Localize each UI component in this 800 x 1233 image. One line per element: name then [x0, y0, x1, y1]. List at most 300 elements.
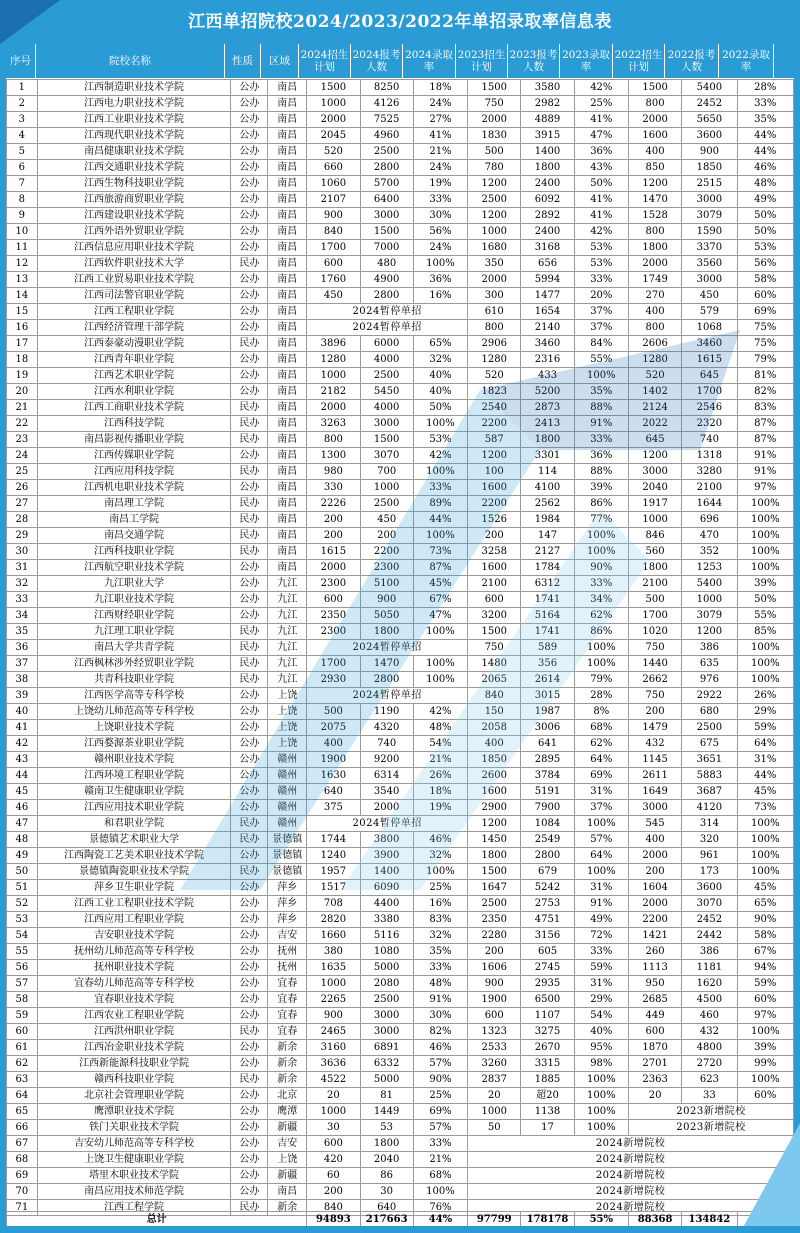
table-cell: 8250 [360, 80, 413, 96]
table-cell: 九江 [268, 592, 307, 608]
table-cell: 3275 [521, 1024, 574, 1040]
school-name: 江西外语外贸职业学院 [37, 224, 231, 240]
table-cell: 民办 [231, 400, 268, 416]
table-cell: 36% [574, 448, 628, 464]
note-cell: 2023新增院校 [628, 1120, 793, 1136]
table-cell: 2670 [521, 1040, 574, 1056]
school-name: 景德镇艺术职业大学 [37, 832, 231, 848]
table-cell: 3280 [682, 464, 737, 480]
table-cell: 2800 [360, 672, 413, 688]
table-cell: 2080 [360, 976, 413, 992]
table-cell: 2500 [468, 896, 521, 912]
header-col-apply-2024: 2024报考人数 [351, 44, 403, 78]
table-cell: 九江 [268, 672, 307, 688]
table-cell: 13 [7, 272, 38, 288]
table-cell: 48% [737, 176, 793, 192]
table-cell: 3006 [521, 720, 574, 736]
table-cell: 50% [413, 400, 467, 416]
table-cell: 2982 [521, 96, 574, 112]
header-col-plan-2022: 2022招生计划 [613, 44, 665, 78]
table-cell: 7 [7, 176, 38, 192]
total-plan-2023: 97799 [468, 1212, 521, 1228]
note-cell: 2024新增院校 [468, 1200, 794, 1216]
table-cell: 民办 [231, 512, 268, 528]
table-cell: 2200 [360, 544, 413, 560]
school-name: 江西科技职业学院 [37, 544, 231, 560]
table-cell: 386 [682, 640, 737, 656]
table-cell: 44 [7, 768, 38, 784]
table-cell: 61 [7, 1040, 38, 1056]
table-cell: 33% [413, 960, 467, 976]
table-cell: 公办 [231, 288, 268, 304]
table-cell: 公办 [231, 80, 268, 96]
header-col-apply-2022: 2022报考人数 [665, 44, 719, 78]
table-cell: 91% [413, 992, 467, 1008]
table-cell: 2040 [628, 480, 681, 496]
table-cell: 1000 [307, 1104, 360, 1120]
table-cell: 800 [628, 224, 681, 240]
table-cell: 公办 [231, 1056, 268, 1072]
table-cell: 2363 [628, 1072, 681, 1088]
table-cell: 100% [413, 624, 467, 640]
table-cell: 40% [574, 1024, 628, 1040]
table-row [7, 208, 794, 224]
table-cell: 100% [574, 368, 628, 384]
total-rate-2023: 55% [574, 1212, 628, 1228]
table-cell: 600 [468, 1008, 521, 1024]
table-cell: 25 [7, 464, 38, 480]
table-cell: 2022 [628, 416, 681, 432]
table-cell: 53 [360, 1120, 413, 1136]
table-cell: 南昌 [268, 432, 307, 448]
table-cell: 公办 [231, 240, 268, 256]
table-cell: 545 [628, 816, 681, 832]
table-cell: 民办 [231, 416, 268, 432]
table-cell: 34% [574, 592, 628, 608]
table-cell: 60% [737, 992, 793, 1008]
table-cell: 75% [737, 336, 793, 352]
table-cell: 76% [413, 1200, 467, 1216]
table-cell: 30% [413, 1008, 467, 1024]
table-cell: 100% [737, 1024, 793, 1040]
table-cell: 3000 [360, 1024, 413, 1040]
table-cell: 88% [574, 464, 628, 480]
table-cell: 3070 [682, 896, 737, 912]
table-cell: 49% [737, 192, 793, 208]
table-cell: 1470 [628, 192, 681, 208]
table-cell: 7900 [521, 800, 574, 816]
table-cell: 2107 [307, 192, 360, 208]
school-name: 江西软件职业技术大学 [37, 256, 231, 272]
school-name: 江西新能源科技职业学院 [37, 1056, 231, 1072]
table-cell: 南昌 [268, 240, 307, 256]
total-apply-2024: 217663 [360, 1212, 413, 1228]
table-row [7, 1088, 794, 1104]
table-row [7, 784, 794, 800]
table-cell: 27 [7, 496, 38, 512]
table-cell: 21% [413, 752, 467, 768]
table-cell: 1421 [628, 928, 681, 944]
table-cell: 740 [360, 736, 413, 752]
table-cell: 200 [307, 528, 360, 544]
corner-decoration-bottom [740, 1123, 800, 1233]
table-row [7, 288, 794, 304]
table-cell: 100% [574, 816, 628, 832]
table-cell: 南昌 [268, 544, 307, 560]
table-cell: 1647 [468, 880, 521, 896]
table-cell: 1760 [307, 272, 360, 288]
table-cell: 8% [574, 704, 628, 720]
table-cell: 87% [413, 560, 467, 576]
school-name: 上饶幼儿师范高等专科学校 [37, 704, 231, 720]
table-row [7, 96, 794, 112]
table-cell: 173 [682, 864, 737, 880]
table-cell: 623 [682, 1072, 737, 1088]
table-cell: 公办 [231, 720, 268, 736]
table-cell: 3460 [521, 336, 574, 352]
table-cell: 460 [682, 1008, 737, 1024]
table-cell: 公办 [231, 688, 268, 704]
table-row [7, 896, 794, 912]
table-cell: 公办 [231, 1184, 268, 1200]
table-cell: 5191 [521, 784, 574, 800]
table-cell: 2200 [468, 496, 521, 512]
table-row [7, 720, 794, 736]
table-cell: 公办 [231, 592, 268, 608]
table-cell: 82% [413, 1024, 467, 1040]
table-cell: 35% [737, 112, 793, 128]
table-cell: 39% [574, 480, 628, 496]
table-cell: 4960 [360, 128, 413, 144]
corner-decoration-top [0, 0, 60, 44]
table-cell: 750 [628, 688, 681, 704]
table-cell: 800 [628, 320, 681, 336]
table-cell: 2000 [307, 400, 360, 416]
table-cell: 1280 [628, 352, 681, 368]
table-cell: 5050 [360, 608, 413, 624]
table-cell: 150 [468, 704, 521, 720]
table-cell: 1700 [307, 240, 360, 256]
table-cell: 民办 [231, 672, 268, 688]
table-cell: 100% [574, 864, 628, 880]
table-cell: 900 [307, 208, 360, 224]
table-row [7, 768, 794, 784]
table-cell: 800 [307, 432, 360, 448]
table-cell: 314 [682, 816, 737, 832]
table-cell: 37% [574, 304, 628, 320]
table-row [7, 240, 794, 256]
table-cell: 33% [413, 1136, 467, 1152]
table-cell: 4751 [521, 912, 574, 928]
school-name: 江西应用技术职业学院 [37, 800, 231, 816]
table-cell: 2500 [468, 192, 521, 208]
table-cell: 1741 [521, 624, 574, 640]
table-cell: 100% [413, 864, 467, 880]
table-cell: 15 [7, 304, 38, 320]
table-cell: 38 [7, 672, 38, 688]
table-cell: 3000 [628, 464, 681, 480]
note-cell: 2024暂停单招 [307, 640, 468, 656]
table-cell: 69% [574, 768, 628, 784]
table-row [7, 1056, 794, 1072]
table-cell: 91% [574, 896, 628, 912]
table-cell: 2000 [628, 848, 681, 864]
table-cell: 840 [307, 1200, 360, 1216]
table-cell: 3651 [682, 752, 737, 768]
table-cell: 68 [7, 1152, 38, 1168]
table-cell: 83% [413, 912, 467, 928]
table-cell: 赣州 [268, 784, 307, 800]
table-cell: 25% [413, 880, 467, 896]
table-row [7, 224, 794, 240]
table-cell: 24% [413, 160, 467, 176]
table-cell: 100% [737, 512, 793, 528]
table-row [7, 1184, 794, 1200]
table-cell: 200 [468, 528, 521, 544]
table-cell: 24% [413, 240, 467, 256]
table-cell: 400 [628, 832, 681, 848]
table-cell: 91% [737, 464, 793, 480]
table-cell: 675 [682, 736, 737, 752]
table-cell: 4320 [360, 720, 413, 736]
table-cell: 2000 [468, 272, 521, 288]
table-row [7, 448, 794, 464]
table-cell: 1020 [628, 624, 681, 640]
table-cell: 3156 [521, 928, 574, 944]
table-cell: 1477 [521, 288, 574, 304]
table-row [7, 80, 794, 96]
table-cell: 6400 [360, 192, 413, 208]
table-cell: 3070 [360, 448, 413, 464]
table-row [7, 1024, 794, 1040]
table-cell: 100% [574, 1120, 628, 1136]
table-cell: 750 [468, 640, 521, 656]
table-cell: 44% [413, 512, 467, 528]
table-cell: 961 [682, 848, 737, 864]
table-cell: 39% [737, 1040, 793, 1056]
table-cell: 100% [574, 1072, 628, 1088]
table-cell: 1500 [360, 224, 413, 240]
table-cell: 51 [7, 880, 38, 896]
table-cell: 64% [737, 736, 793, 752]
table-row [7, 816, 794, 832]
table-cell: 59% [737, 976, 793, 992]
table-cell: 33% [737, 96, 793, 112]
total-apply-2022: 134842 [682, 1212, 737, 1228]
table-row [7, 880, 794, 896]
school-name: 江西工业贸易职业技术学院 [37, 272, 231, 288]
table-cell: 2452 [682, 96, 737, 112]
table-cell: 南昌 [268, 400, 307, 416]
school-name: 九江职业技术学院 [37, 592, 231, 608]
table-cell: 2300 [307, 624, 360, 640]
table-cell: 100% [737, 832, 793, 848]
table-cell: 99% [737, 1056, 793, 1072]
table-cell: 南昌 [268, 1184, 307, 1200]
header-col-region: 区域 [261, 44, 299, 78]
table-cell: 39% [737, 576, 793, 592]
table-cell: 50% [737, 208, 793, 224]
table-cell: 1749 [628, 272, 681, 288]
table-cell: 4400 [360, 896, 413, 912]
table-cell: 1635 [307, 960, 360, 976]
table-cell: 3000 [682, 192, 737, 208]
table-cell: 公办 [231, 800, 268, 816]
note-cell: 2024暂停单招 [307, 688, 468, 704]
table-cell: 91% [737, 448, 793, 464]
table-cell: 5000 [360, 960, 413, 976]
table-cell: 1000 [307, 96, 360, 112]
school-name: 江西传媒职业学院 [37, 448, 231, 464]
table-cell: 57% [413, 1056, 467, 1072]
school-name: 赣西科技职业学院 [37, 1072, 231, 1088]
table-cell: 19% [413, 800, 467, 816]
table-cell: 66 [7, 1120, 38, 1136]
table-cell: 90% [737, 912, 793, 928]
table-cell: 公办 [231, 768, 268, 784]
table-cell: 南昌 [268, 320, 307, 336]
table-cell: 公办 [231, 176, 268, 192]
table-cell: 上饶 [268, 1152, 307, 1168]
table-cell: 69 [7, 1168, 38, 1184]
table-cell: 上饶 [268, 704, 307, 720]
table-cell: 100% [413, 672, 467, 688]
table-cell: 超20 [521, 1088, 574, 1104]
table-cell: 1323 [468, 1024, 521, 1040]
table-cell: 56% [413, 224, 467, 240]
table-cell: 32 [7, 576, 38, 592]
table-cell: 1449 [360, 1104, 413, 1120]
school-name: 景德镇陶瓷职业技术学院 [37, 864, 231, 880]
table-cell: 33% [574, 272, 628, 288]
table-cell: 2300 [360, 560, 413, 576]
table-cell: 59 [7, 1008, 38, 1024]
table-cell: 2452 [682, 912, 737, 928]
table-cell: 4889 [521, 112, 574, 128]
table-cell: 75% [737, 320, 793, 336]
header-col-plan-2023: 2023招生计划 [456, 44, 508, 78]
table-cell: 1 [7, 80, 38, 96]
table-cell: 公办 [231, 976, 268, 992]
table-cell: 81 [360, 1088, 413, 1104]
table-cell: 4500 [682, 992, 737, 1008]
total-rate-2024: 44% [413, 1212, 467, 1228]
table-cell: 4522 [307, 1072, 360, 1088]
table-cell: 公办 [231, 384, 268, 400]
table-cell: 1615 [307, 544, 360, 560]
table-cell: 1060 [307, 176, 360, 192]
table-cell: 吉安 [268, 1136, 307, 1152]
header-col-apply-2023: 2023报考人数 [508, 44, 560, 78]
table-cell: 97% [737, 480, 793, 496]
school-name: 南昌大学共青学院 [37, 640, 231, 656]
table-cell: 679 [521, 864, 574, 880]
table-cell: 100% [574, 528, 628, 544]
table-cell: 27% [413, 112, 467, 128]
table-cell: 11 [7, 240, 38, 256]
table-cell: 九江 [268, 608, 307, 624]
table-cell: 33 [7, 592, 38, 608]
table-cell: 上饶 [268, 688, 307, 704]
table-row [7, 640, 794, 656]
table-cell: 67% [737, 944, 793, 960]
table-cell: 1000 [682, 592, 737, 608]
table-cell: 6500 [521, 992, 574, 1008]
table-cell: 3260 [468, 1056, 521, 1072]
table-cell: 100% [413, 464, 467, 480]
table-cell: 3263 [307, 416, 360, 432]
table-row [7, 656, 794, 672]
table-cell: 579 [682, 304, 737, 320]
table-row [7, 1104, 794, 1120]
table-cell: 356 [521, 656, 574, 672]
table-cell: 450 [682, 288, 737, 304]
table-cell: 南昌 [268, 464, 307, 480]
table-cell: 65% [413, 336, 467, 352]
table-row [7, 864, 794, 880]
table-cell: 南昌 [268, 256, 307, 272]
school-name: 江西航空职业技术学院 [37, 560, 231, 576]
table-cell: 九江 [268, 656, 307, 672]
school-name: 九江职业大学 [37, 576, 231, 592]
table-cell: 3079 [682, 208, 737, 224]
table-row [7, 352, 794, 368]
table-cell: 3258 [468, 544, 521, 560]
table-cell: 1280 [468, 352, 521, 368]
table-cell: 605 [521, 944, 574, 960]
school-name: 江西财经职业学院 [37, 608, 231, 624]
table-cell: 100% [574, 544, 628, 560]
table-cell: 800 [628, 96, 681, 112]
table-cell: 公办 [231, 160, 268, 176]
table-cell: 680 [682, 704, 737, 720]
table-cell: 53 [7, 912, 38, 928]
table-cell: 200 [628, 864, 681, 880]
table-cell: 53% [574, 256, 628, 272]
table-cell: 42% [413, 448, 467, 464]
table-cell: 1200 [468, 448, 521, 464]
table-cell: 1984 [521, 512, 574, 528]
table-cell: 42% [574, 224, 628, 240]
table-cell: 42% [574, 80, 628, 96]
school-name: 江西工业工程职业技术学院 [37, 896, 231, 912]
table-cell: 60% [737, 288, 793, 304]
table-cell: 2100 [468, 576, 521, 592]
table-cell: 赣州 [268, 752, 307, 768]
table-cell: 1528 [628, 208, 681, 224]
table-cell: 南昌 [268, 560, 307, 576]
school-name: 赣南卫生健康职业学院 [37, 784, 231, 800]
school-name: 江西建设职业技术学院 [37, 208, 231, 224]
table-cell: 2895 [521, 752, 574, 768]
table-cell: 600 [307, 1136, 360, 1152]
table-cell: 民办 [231, 1024, 268, 1040]
table-cell: 32% [413, 352, 467, 368]
table-cell: 1900 [307, 752, 360, 768]
data-table [6, 79, 794, 1216]
school-name: 江西制造职业技术学院 [37, 80, 231, 96]
table-cell: 宜春 [268, 992, 307, 1008]
table-cell: 1138 [521, 1104, 574, 1120]
table-cell: 62% [574, 736, 628, 752]
table-cell: 2058 [468, 720, 521, 736]
table-cell: 2606 [628, 336, 681, 352]
table-cell: 北京 [268, 1088, 307, 1104]
table-cell: 200 [360, 528, 413, 544]
table-cell: 18 [7, 352, 38, 368]
table-cell: 2614 [521, 672, 574, 688]
table-cell: 30 [7, 544, 38, 560]
